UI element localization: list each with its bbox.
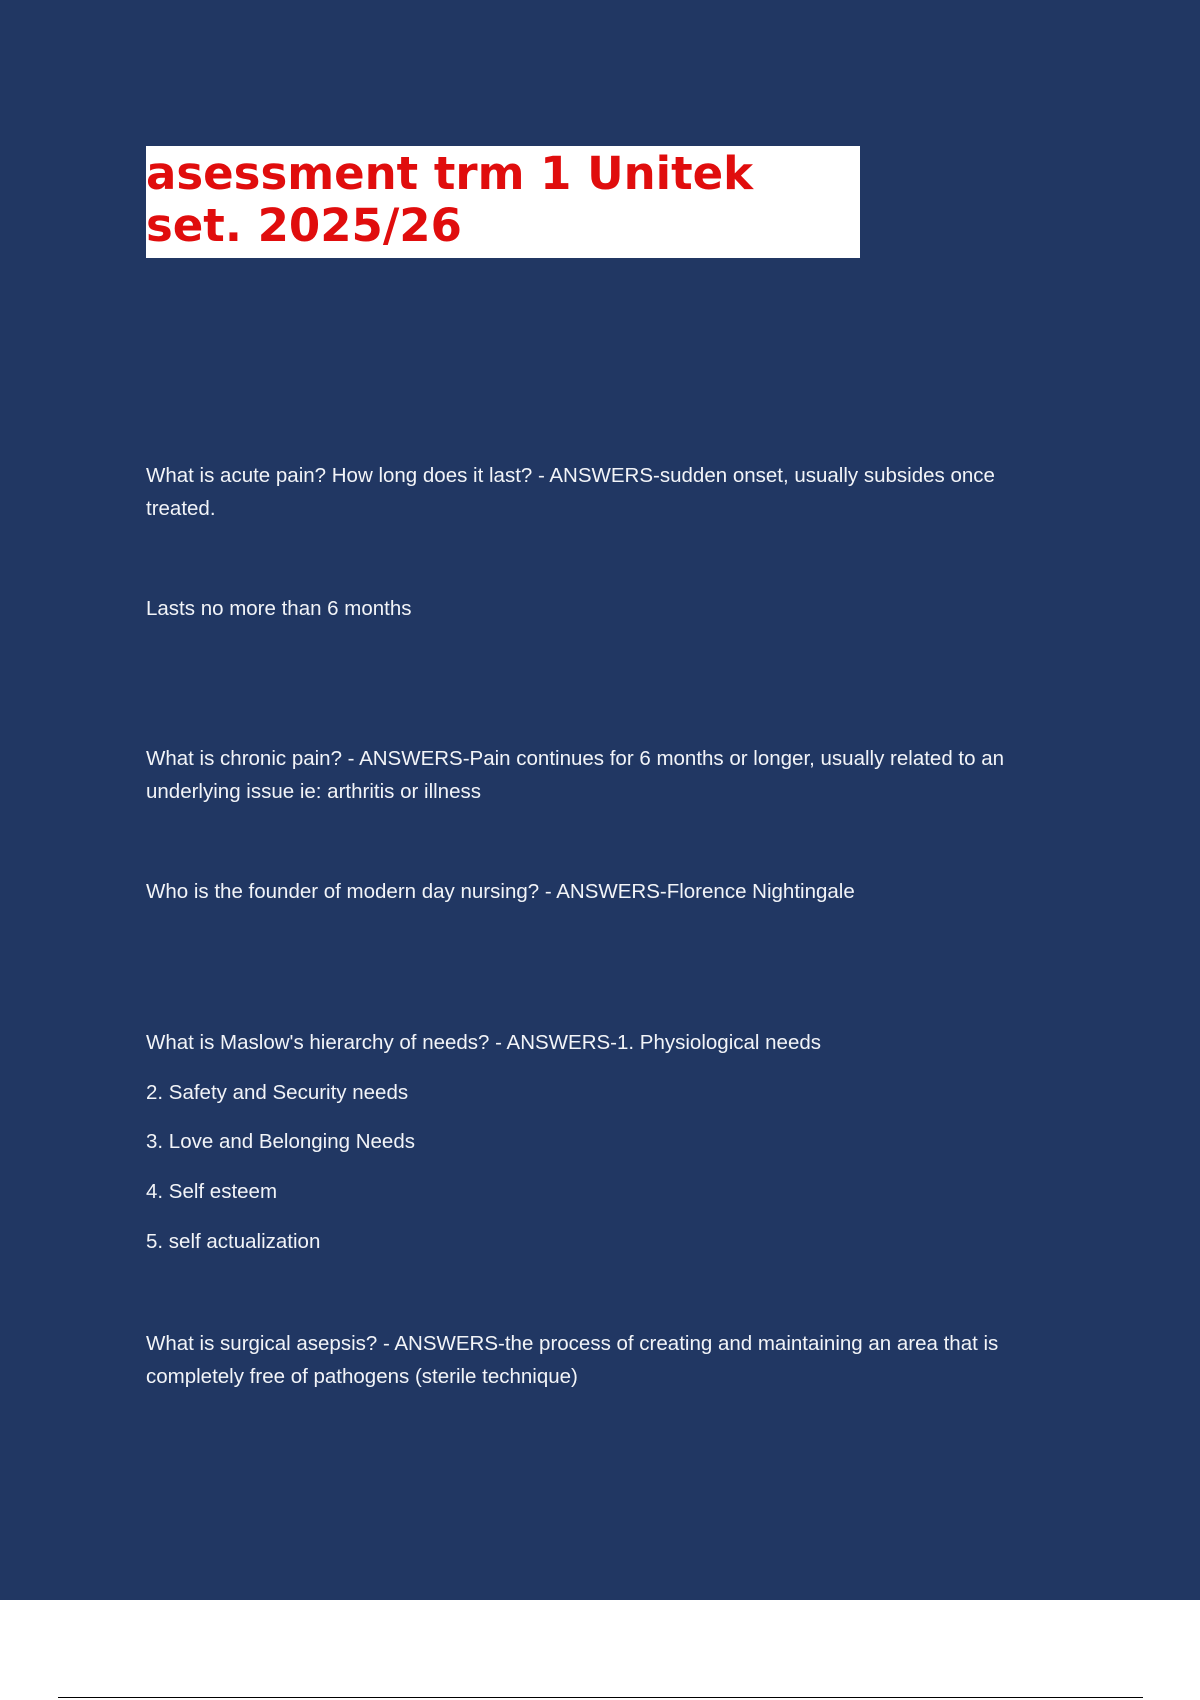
list-item: 2. Safety and Security needs (146, 1081, 409, 1104)
paragraph-chronic-pain: What is chronic pain? - ANSWERS-Pain continues for 6 months or longer, usually related to an underlying issue ie: arthritis or illness (146, 747, 1005, 803)
paragraph-duration: Lasts no more than 6 months (146, 597, 412, 620)
title-line-2: set. 2025/26 (146, 199, 462, 252)
list-item: 4. Self esteem (146, 1180, 278, 1203)
title-line-1: asessment trm 1 Unitek (146, 147, 754, 200)
title-box (146, 146, 860, 258)
paragraph-maslow: What is Maslow's hierarchy of needs? - ANSWERS-1. Physiological needs (146, 1031, 821, 1054)
paragraph-acute-pain: What is acute pain? How long does it last? - ANSWERS-sudden onset, usually subsides once treated. (146, 464, 995, 520)
bottom-divider (58, 1697, 1143, 1698)
paragraph-surgical-asepsis: What is surgical asepsis? - ANSWERS-the process of creating and maintaining an area that is completely free of pathogens (sterile technique) (146, 1332, 999, 1388)
paragraph-founder: Who is the founder of modern day nursing? - ANSWERS-Florence Nightingale (146, 880, 855, 903)
list-item: 3. Love and Belonging Needs (146, 1130, 415, 1153)
list-item: 5. self actualization (146, 1230, 321, 1253)
